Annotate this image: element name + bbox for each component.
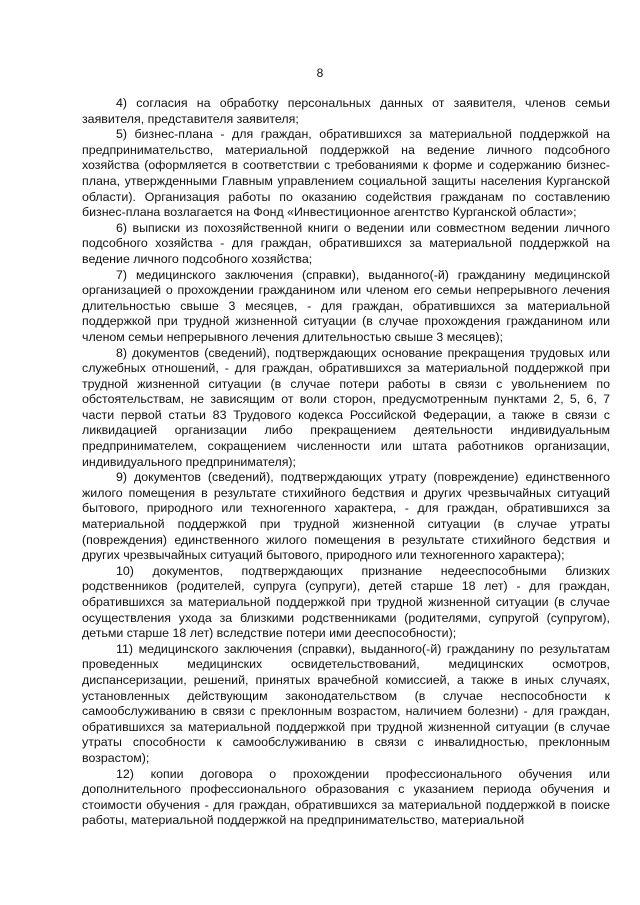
document-body <box>82 96 610 829</box>
paragraph-item-4: 4) согласия на обработку персональных данных от заявителя, членов семьи заявителя, представителя заявителя; <box>82 96 610 126</box>
paragraph-item-5: 5) бизнес-плана - для граждан, обратившихся за материальной поддержкой на предпринимательство, материальной поддержкой на ведение личного подсобного хозяйства (оформляется в соответствии с требованиями к форме и содержанию бизнес-плана, утвержденными Главным управлением социальной защиты населения Курганской области). Организация работы по оказанию содействия гражданам по составлению бизнес-плана возлагается на Фонд «Инвестиционное агентство Курганской области»; <box>82 127 610 220</box>
paragraph-item-6: 6) выписки из похозяйственной книги о ведении или совместном ведении личного подсобного хозяйства - для граждан, обратившихся за материальной поддержкой на ведение личного подсобного хозяйства; <box>82 220 610 266</box>
paragraph-item-8: 8) документов (сведений), подтверждающих основание прекращения трудовых или служебных отношений, - для граждан, обратившихся за материальной поддержкой при трудной жизненной ситуации (в случае потери работы в связи с увольнением по обстоятельствам, не зависящим от воли сторон, предусмотренным пунктами 2, 5, 6, 7 части первой статьи 83 Трудового кодекса Российской Федерации, а также в связи с ликвидацией организации либо прекращением деятельности индивидуальным предпринимателем, сокращением численности или штата работников организации, индивидуального предпринимателя); <box>82 345 610 469</box>
page-number: 8 <box>316 66 324 80</box>
paragraph-item-7: 7) медицинского заключения (справки), выданного(-й) гражданину медицинской организацией о прохождении гражданином или членом его семьи непрерывного лечения длительностью свыше 3 месяцев, - для граждан, обратившихся за материальной поддержкой при трудной жизненной ситуации (в случае прохождения гражданином или членом семьи непрерывного лечения длительностью свыше 3 месяцев); <box>82 267 610 344</box>
paragraph-item-12: 12) копии договора о прохождении профессионального обучения или дополнительного профессионального образования с указанием периода обучения и стоимости обучения - для граждан, обратившихся за материальной поддержкой в поиске работы, материальной поддержкой на предпринимательство, материальной <box>82 766 610 828</box>
paragraph-item-9: 9) документов (сведений), подтверждающих утрату (повреждение) единственного жилого помещения в результате стихийного бедствия и других чрезвычайных ситуаций бытового, природного или техногенного характера, - для граждан, обратившихся за материальной поддержкой при трудной жизненной ситуации (в случае утраты (повреждения) единственного жилого помещения в результате стихийного бедствия и других чрезвычайных ситуаций бытового, природного или техногенного характера); <box>82 470 610 563</box>
paragraph-item-10: 10) документов, подтверждающих признание недееспособными близких родственников (родителей, супруга (супруги), детей старше 18 лет) - для граждан, обратившихся за материальной поддержкой при трудной жизненной ситуации (в случае осуществления ухода за близкими родственниками (родителями, супругой (супругом), детьми старше 18 лет) вследствие потери ими дееспособности); <box>82 563 610 641</box>
paragraph-item-11: 11) медицинского заключения (справки), выданного(-й) гражданину по результатам проведенных медицинских освидетельствований, медицинских осмотров, диспансеризации, решений, принятых врачебной комиссией, а также в иных случаях, установленных действующим законодательством (в случае неспособности к самообслуживанию в связи с преклонным возрастом, наличием болезни) - для граждан, обратившихся за материальной поддержкой при трудной жизненной ситуации (в случае утраты способности к самообслуживанию в связи с инвалидностью, преклонным возрастом); <box>82 641 610 765</box>
